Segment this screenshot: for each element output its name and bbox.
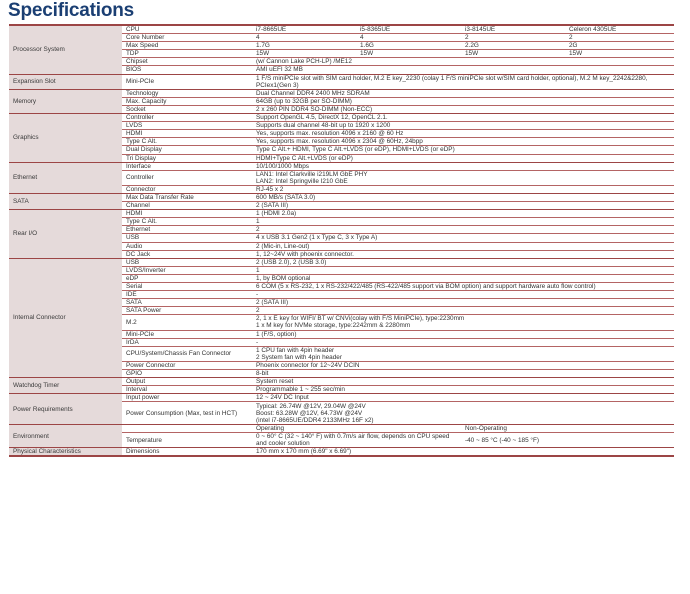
spec-label: Chipset [122, 58, 252, 66]
page-title: Specifications [8, 0, 135, 21]
spec-value: 12 ~ 24V DC Input [252, 394, 674, 402]
spec-value: Type C Alt.+ HDMI, Type C Alt.+LVDS (or eDP), HDMI+LVDS (or eDP) [252, 146, 674, 154]
spec-label: Tri Display [122, 154, 252, 162]
spec-label: Technology [122, 89, 252, 97]
spec-value: 1.6G [356, 42, 461, 50]
spec-value: 2 (USB 2.0), 2 (USB 3.0) [252, 258, 674, 266]
spec-row [9, 210, 674, 218]
spec-label: Audio [122, 242, 252, 250]
section-label: Graphics [9, 114, 122, 163]
spec-label: Connector [122, 185, 252, 193]
spec-value: 15W [252, 50, 356, 58]
spec-label: Input power [122, 394, 252, 402]
spec-label: SATA [122, 299, 252, 307]
spec-label: LVDS/Inverter [122, 266, 252, 274]
section-label: Expansion Slot [9, 74, 122, 89]
spec-label: Output [122, 378, 252, 386]
spec-value: RJ-45 x 2 [252, 185, 674, 193]
spec-value: Yes, supports max. resolution 4096 x 2160 @ 60 Hz [252, 130, 674, 138]
section-label: Memory [9, 89, 122, 113]
spec-value: Support OpenGL 4.5, DirectX 12, OpenCL 2.1. [252, 114, 674, 122]
spec-value: -40 ~ 85 °C (-40 ~ 185 °F) [461, 433, 674, 448]
spec-label: SATA Power [122, 307, 252, 315]
spec-value: 64GB (up to 32GB per SO-DIMM) [252, 97, 674, 105]
spec-value: 15W [461, 50, 565, 58]
spec-value: 1 F/S miniPCIe slot with SIM card holder, M.2 E key_2230 (colay 1 F/S miniPCIe slot w/SIM card holder, optional), M.2 M key_2242&2280, PCIex1(Gen 3) [252, 74, 674, 89]
spec-value: 1 (F/S, option) [252, 330, 674, 338]
spec-value: Phoenix connector for 12~24V DCIN [252, 361, 674, 369]
spec-value: 2 [461, 34, 565, 42]
spec-value: 15W [356, 50, 461, 58]
spec-value: 1 [252, 266, 674, 274]
spec-label: Mini-PCIe [122, 74, 252, 89]
spec-row [9, 25, 674, 34]
section-label: Processor System [9, 25, 122, 74]
spec-label: TDP [122, 50, 252, 58]
spec-label: Type C Alt. [122, 218, 252, 226]
spec-label: DC Jack [122, 250, 252, 258]
spec-value: AMI uEFI 32 MB [252, 66, 674, 74]
spec-label: Max Data Transfer Rate [122, 193, 252, 201]
spec-label: Interface [122, 162, 252, 170]
section-label: Physical Characteristics [9, 448, 122, 457]
section-label: Ethernet [9, 162, 122, 193]
spec-row [9, 162, 674, 170]
spec-label: Controller [122, 170, 252, 185]
section-label: SATA [9, 193, 122, 209]
spec-row [9, 394, 674, 402]
spec-label: Socket [122, 105, 252, 113]
spec-label: LVDS [122, 122, 252, 130]
spec-value: 1, by BOM optional [252, 274, 674, 282]
spec-label: USB [122, 258, 252, 266]
spec-table-body [9, 25, 674, 456]
spec-value: 8-bit [252, 370, 674, 378]
spec-value: 1.7G [252, 42, 356, 50]
spec-row [9, 425, 674, 433]
spec-label: Interval [122, 386, 252, 394]
spec-row [9, 258, 674, 266]
spec-label: HDMI [122, 130, 252, 138]
spec-value: HDMI+Type C Alt.+LVDS (or eDP) [252, 154, 674, 162]
spec-label: Dual Display [122, 146, 252, 154]
spec-value: 6 COM (5 x RS-232, 1 x RS-232/422/485 (RS-422/485 support via BOM option) and support hardware auto flow control) [252, 283, 674, 291]
spec-value: 1 (HDMI 2.0a) [252, 210, 674, 218]
section-label: Rear I/O [9, 210, 122, 259]
spec-value: Celeron 4305UE [565, 25, 674, 34]
spec-value: Yes, supports max. resolution 4096 x 2304 @ 60Hz, 24bpp [252, 138, 674, 146]
spec-value: i5-8365UE [356, 25, 461, 34]
section-label: Internal Connector [9, 258, 122, 377]
spec-label: Mini-PCIe [122, 330, 252, 338]
spec-label: Type C Alt. [122, 138, 252, 146]
spec-row [9, 74, 674, 89]
spec-value: 2 x 260 PIN DDR4 SO-DIMM (Non-ECC) [252, 105, 674, 113]
spec-table [9, 24, 674, 457]
spec-value: Operating [252, 425, 461, 433]
spec-value: 2 (SATA III) [252, 299, 674, 307]
spec-value: 10/100/1000 Mbps [252, 162, 674, 170]
spec-row [9, 89, 674, 97]
spec-value: - [252, 338, 674, 346]
spec-label: BIOS [122, 66, 252, 74]
section-label: Power Requirements [9, 394, 122, 425]
spec-label: Serial [122, 283, 252, 291]
spec-label: Power Connector [122, 361, 252, 369]
spec-row [9, 114, 674, 122]
spec-value: i3-8145UE [461, 25, 565, 34]
spec-value: 2 [252, 307, 674, 315]
spec-row [9, 448, 674, 457]
spec-label: Channel [122, 202, 252, 210]
spec-row [9, 378, 674, 386]
spec-value: 2 [565, 34, 674, 42]
spec-value: System reset [252, 378, 674, 386]
spec-value: 4 x USB 3.1 Gen2 (1 x Type C, 3 x Type A) [252, 234, 674, 242]
spec-value: 1, 12~24V with phoenix connector. [252, 250, 674, 258]
spec-value: 0 ~ 60° C (32 ~ 140° F) with 0.7m/s air flow, depends on CPU speed and cooler solution [252, 433, 461, 448]
spec-value: (w/ Cannon Lake PCH-LP) /ME12 [252, 58, 674, 66]
spec-label: Temperature [122, 433, 252, 448]
spec-value: Non-Operating [461, 425, 674, 433]
section-label: Environment [9, 425, 122, 448]
spec-value: 4 [356, 34, 461, 42]
spec-label: Max Speed [122, 42, 252, 50]
spec-value: Typical: 26.74W @12V, 29.04W @24V Boost: 63.28W @12V, 64.73W @24V (intel i7-8665UE/DDR4 2133MHz 16F x2) [252, 402, 674, 425]
spec-label: Controller [122, 114, 252, 122]
spec-label: HDMI [122, 210, 252, 218]
spec-label: CPU/System/Chassis Fan Connector [122, 346, 252, 361]
spec-value: 4 [252, 34, 356, 42]
spec-label: Ethernet [122, 226, 252, 234]
spec-value: 2 (Mic-in, Line-out) [252, 242, 674, 250]
spec-label: USB [122, 234, 252, 242]
spec-value: - [252, 291, 674, 299]
spec-label: IDE [122, 291, 252, 299]
spec-label: CPU [122, 25, 252, 34]
spec-label: Max. Capacity [122, 97, 252, 105]
spec-label: M.2 [122, 315, 252, 330]
spec-value: 2.2G [461, 42, 565, 50]
spec-label: GPIO [122, 370, 252, 378]
spec-value: 2 [252, 226, 674, 234]
spec-value: 2G [565, 42, 674, 50]
spec-label: Core Number [122, 34, 252, 42]
spec-value: 1 [252, 218, 674, 226]
spec-value: 15W [565, 50, 674, 58]
spec-value: Dual Channel DDR4 2400 MHz SDRAM [252, 89, 674, 97]
spec-value: LAN1: Intel Clarkville i219LM GbE PHY LAN2: Intel Springville I210 GbE [252, 170, 674, 185]
spec-value: 1 CPU fan with 4pin header 2 System fan with 4pin header [252, 346, 674, 361]
spec-value: Programmable 1 ~ 255 sec/min [252, 386, 674, 394]
section-label: Watchdog Timer [9, 378, 122, 394]
spec-label: Dimensions [122, 448, 252, 457]
spec-label: Power Consumption (Max, test in HCT) [122, 402, 252, 425]
spec-value: 2, 1 x E key for WIFI/ BT w/ CNVi(colay with F/S MiniPCIe), type:2230mm 1 x M key for NVMe storage, type:2242mm & 2280mm [252, 315, 674, 330]
spec-label: IrDA [122, 338, 252, 346]
spec-value: i7-8665UE [252, 25, 356, 34]
spec-value: 2 (SATA III) [252, 202, 674, 210]
spec-value: 170 mm x 170 mm (6.69" x 6.69") [252, 448, 674, 457]
spec-value: 600 MB/s (SATA 3.0) [252, 193, 674, 201]
spec-row [9, 193, 674, 201]
spec-label [122, 425, 252, 433]
spec-label: eDP [122, 274, 252, 282]
spec-value: Supports dual channel 48-bit up to 1920 x 1200 [252, 122, 674, 130]
